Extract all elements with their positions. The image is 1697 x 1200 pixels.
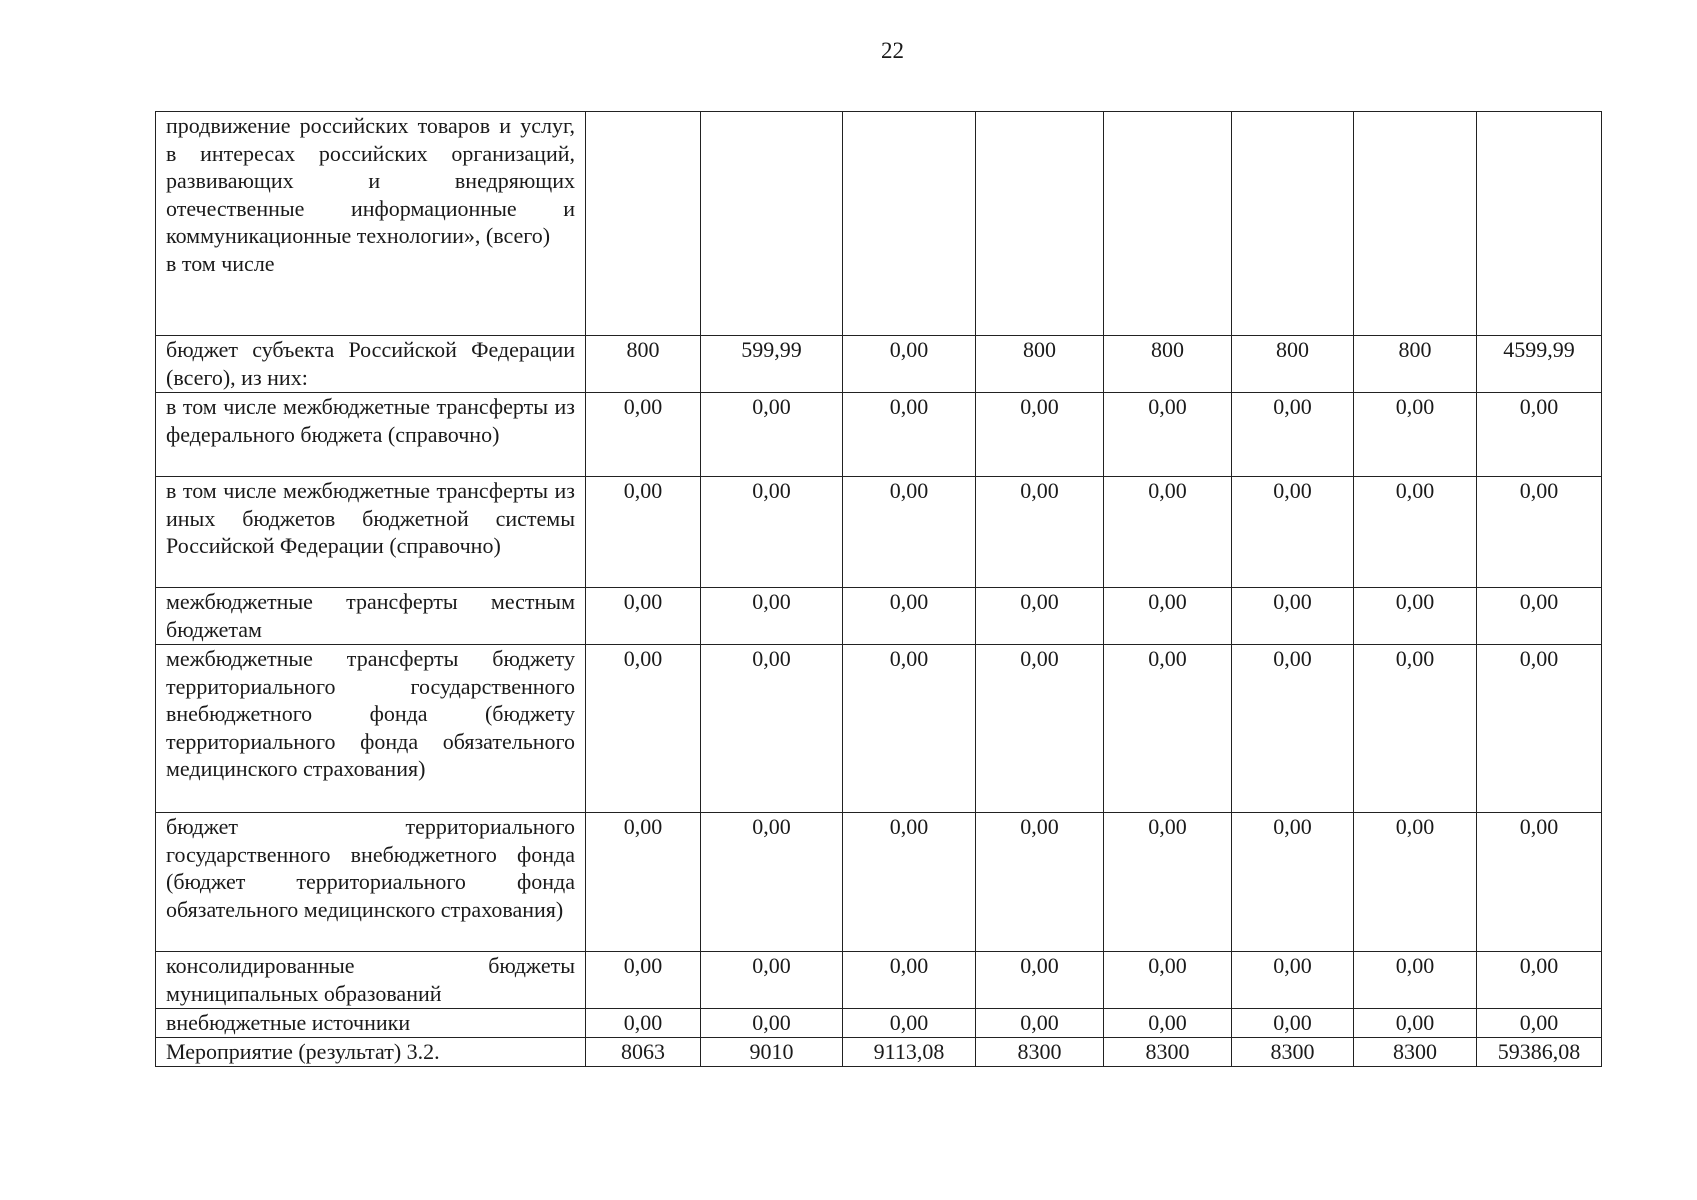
value-cell: 800 <box>1232 336 1354 393</box>
row-label-cell <box>156 393 586 477</box>
page-number: 22 <box>881 38 904 63</box>
value-cell: 0,00 <box>701 1009 843 1038</box>
table-row <box>156 813 1602 952</box>
value-cell: 0,00 <box>1104 645 1232 813</box>
value-cell: 0,00 <box>976 393 1104 477</box>
value-cell: 0,00 <box>586 645 701 813</box>
value-cell: 0,00 <box>1232 393 1354 477</box>
value-cell: 9010 <box>701 1038 843 1067</box>
budget-table <box>155 111 1602 1067</box>
row-label-cell <box>156 1038 586 1067</box>
row-label: в том числе межбюджетные трансферты из иных бюджетов бюджетной системы Российской Федерации (справочно) <box>166 478 575 558</box>
value-cell <box>586 112 701 336</box>
value-cell: 0,00 <box>1354 1009 1477 1038</box>
value-cell: 0,00 <box>586 813 701 952</box>
row-label: в том числе межбюджетные трансферты из федерального бюджета (справочно) <box>166 394 575 447</box>
row-label-cell <box>156 813 586 952</box>
value-cell: 0,00 <box>1477 588 1602 645</box>
value-cell: 800 <box>976 336 1104 393</box>
value-cell <box>1477 112 1602 336</box>
row-label-extra: в том числе <box>166 250 275 276</box>
value-cell: 0,00 <box>843 588 976 645</box>
value-cell: 0,00 <box>1477 813 1602 952</box>
value-cell: 8063 <box>586 1038 701 1067</box>
row-label-cell <box>156 1009 586 1038</box>
value-cell: 0,00 <box>1104 1009 1232 1038</box>
value-cell: 8300 <box>1354 1038 1477 1067</box>
value-cell <box>976 112 1104 336</box>
row-label: межбюджетные трансферты бюджету территориального государственного внебюджетного фонда (бюджету территориального фонда обязательного медицинского страхования) <box>166 646 575 781</box>
row-label-cell <box>156 477 586 588</box>
table-row <box>156 952 1602 1009</box>
value-cell: 0,00 <box>1104 477 1232 588</box>
table-row <box>156 112 1602 336</box>
value-cell: 0,00 <box>976 645 1104 813</box>
value-cell: 0,00 <box>1477 477 1602 588</box>
row-label: бюджет субъекта Российской Федерации (всего), из них: <box>166 337 575 390</box>
value-cell: 0,00 <box>1104 813 1232 952</box>
value-cell: 0,00 <box>976 1009 1104 1038</box>
value-cell: 0,00 <box>1104 588 1232 645</box>
value-cell: 4599,99 <box>1477 336 1602 393</box>
value-cell: 0,00 <box>586 1009 701 1038</box>
value-cell: 800 <box>586 336 701 393</box>
value-cell: 59386,08 <box>1477 1038 1602 1067</box>
value-cell <box>1104 112 1232 336</box>
table-row <box>156 336 1602 393</box>
value-cell: 0,00 <box>701 477 843 588</box>
value-cell: 8300 <box>1232 1038 1354 1067</box>
value-cell: 0,00 <box>1354 952 1477 1009</box>
row-label: бюджет территориального государственного внебюджетного фонда (бюджет территориального фонда обязательного медицинского страхования) <box>166 814 575 922</box>
value-cell: 0,00 <box>1477 393 1602 477</box>
value-cell: 0,00 <box>1354 813 1477 952</box>
value-cell: 0,00 <box>701 393 843 477</box>
value-cell <box>843 112 976 336</box>
value-cell: 0,00 <box>1232 645 1354 813</box>
value-cell: 0,00 <box>1477 952 1602 1009</box>
value-cell: 0,00 <box>843 645 976 813</box>
value-cell: 0,00 <box>1232 588 1354 645</box>
value-cell <box>1232 112 1354 336</box>
value-cell <box>1354 112 1477 336</box>
value-cell: 0,00 <box>1477 645 1602 813</box>
value-cell: 0,00 <box>1354 645 1477 813</box>
value-cell: 0,00 <box>701 952 843 1009</box>
value-cell: 9113,08 <box>843 1038 976 1067</box>
value-cell: 0,00 <box>586 393 701 477</box>
value-cell: 0,00 <box>1104 952 1232 1009</box>
value-cell: 0,00 <box>1354 588 1477 645</box>
value-cell: 0,00 <box>1477 1009 1602 1038</box>
value-cell: 599,99 <box>701 336 843 393</box>
table-row <box>156 645 1602 813</box>
value-cell: 0,00 <box>1232 477 1354 588</box>
value-cell: 0,00 <box>1354 477 1477 588</box>
row-label: внебюджетные источники <box>166 1010 411 1035</box>
table-row <box>156 477 1602 588</box>
value-cell: 0,00 <box>843 477 976 588</box>
budget-table-body <box>156 112 1602 1067</box>
value-cell: 0,00 <box>701 645 843 813</box>
value-cell: 0,00 <box>976 477 1104 588</box>
row-label-cell <box>156 336 586 393</box>
row-label-cell <box>156 952 586 1009</box>
value-cell: 800 <box>1354 336 1477 393</box>
value-cell: 0,00 <box>843 1009 976 1038</box>
row-label: межбюджетные трансферты местным бюджетам <box>166 589 575 642</box>
row-label: Мероприятие (результат) 3.2. <box>166 1039 440 1064</box>
value-cell <box>701 112 843 336</box>
value-cell: 0,00 <box>1232 952 1354 1009</box>
value-cell: 0,00 <box>843 813 976 952</box>
row-label-cell <box>156 588 586 645</box>
row-label-cell <box>156 645 586 813</box>
table-row <box>156 1038 1602 1067</box>
row-label: продвижение российских товаров и услуг, в интересах российских организаций, развивающих и внедряющих отечественные информационные и коммуникационные технологии», (всего) <box>166 113 575 248</box>
row-label-cell <box>156 112 586 336</box>
value-cell: 0,00 <box>1232 1009 1354 1038</box>
value-cell: 0,00 <box>701 588 843 645</box>
value-cell: 0,00 <box>1232 813 1354 952</box>
table-row <box>156 1009 1602 1038</box>
value-cell: 0,00 <box>1104 393 1232 477</box>
table-row <box>156 588 1602 645</box>
value-cell: 0,00 <box>586 477 701 588</box>
value-cell: 0,00 <box>976 588 1104 645</box>
value-cell: 800 <box>1104 336 1232 393</box>
value-cell: 0,00 <box>843 336 976 393</box>
value-cell: 0,00 <box>586 588 701 645</box>
value-cell: 0,00 <box>586 952 701 1009</box>
value-cell: 0,00 <box>701 813 843 952</box>
value-cell: 0,00 <box>843 952 976 1009</box>
value-cell: 0,00 <box>1354 393 1477 477</box>
value-cell: 8300 <box>1104 1038 1232 1067</box>
value-cell: 0,00 <box>976 952 1104 1009</box>
row-label: консолидированные бюджеты муниципальных образований <box>166 953 575 1006</box>
value-cell: 0,00 <box>976 813 1104 952</box>
value-cell: 8300 <box>976 1038 1104 1067</box>
value-cell: 0,00 <box>843 393 976 477</box>
table-row <box>156 393 1602 477</box>
